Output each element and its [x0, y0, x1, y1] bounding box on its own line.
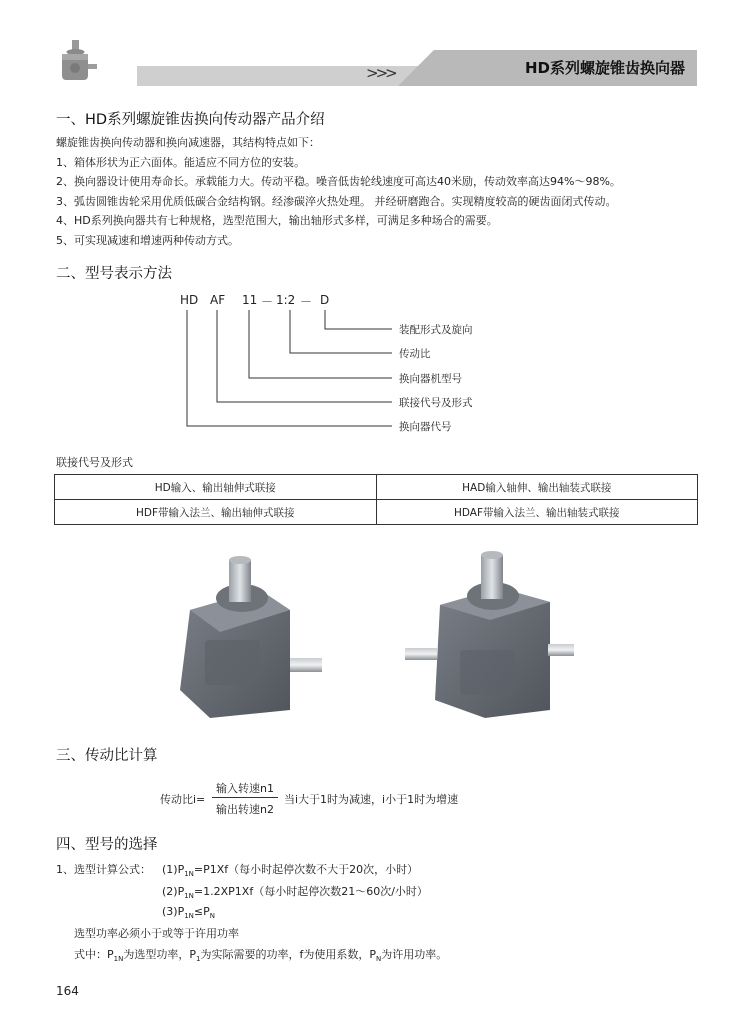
annotation-assembly: 装配形式及旋向	[399, 324, 473, 336]
header-arrows: >>>	[366, 64, 395, 82]
code-hd: HD	[180, 293, 199, 307]
selection-intro: 1、选型计算公式：	[56, 863, 151, 876]
model-code-leader-lines	[0, 0, 750, 440]
section4-title: 四、型号的选择	[56, 837, 158, 853]
fraction-bar	[212, 797, 278, 798]
ratio-label: 传动比i=	[160, 793, 206, 806]
code-ratio: 1:2	[276, 293, 296, 307]
symbol-legend: 式中：$P_{1N}$为选型功率，$P_1$为实际需要的功率，f为使用系数，$P_N$为许用功率。	[74, 948, 448, 964]
ratio-numerator: 输入转速n1	[216, 782, 274, 795]
code-model: 11	[242, 293, 258, 307]
table-cell: HDF带输入法兰、输出轴伸式联接	[55, 500, 377, 525]
formula-1: $(1)P_{1N}=P1Xf$（每小时起停次数不大于20次，小时）	[162, 863, 419, 879]
section1-title: 一、HD系列螺旋锥齿换向传动器产品介绍	[56, 112, 325, 128]
code-dash-2: －	[300, 295, 313, 309]
feature-line-2: 2、换向器设计使用寿命长。承载能力大。传动平稳。噪音低齿轮线速度可高达40米励，传动效率高达94%～98%。	[56, 175, 621, 188]
table-cell: HAD输入轴伸、输出轴装式联接	[376, 475, 698, 500]
intro-line: 螺旋锥齿换向传动器和换向减速器，其结构特点如下：	[56, 136, 320, 149]
connection-table-title: 联接代号及形式	[56, 456, 133, 469]
feature-line-3: 3、弧齿圆锥齿轮采用优质低碳合金结构钢。经渗碳淬火热处理。 并经研磨跑合。实现精度较高的硬齿面闭式传动。	[56, 194, 617, 208]
annotation-model: 换向器机型号	[399, 373, 462, 385]
feature-line-1: 1、箱体形状为正六面体。能适应不同方位的安装。	[56, 155, 305, 169]
table-cell: HD输入、输出轴伸式联接	[55, 475, 377, 500]
formula-3: $(3)P_{1N}\le P_N$	[162, 905, 216, 921]
annotation-ratio: 传动比	[399, 348, 431, 360]
annotation-code: 换向器代号	[399, 421, 452, 433]
selection-requirement: 选型功率必须小于或等于许用功率	[74, 927, 239, 940]
connection-table	[54, 474, 698, 525]
formula-2: $(2)P_{1N}=1.2XP1Xf$（每小时起停次数21～60次/小时）	[162, 885, 428, 901]
ratio-note: 当i大于1时为减速，i小于1时为增速	[284, 793, 459, 806]
gearbox-right-image	[405, 551, 574, 718]
annotation-connection: 联接代号及形式	[399, 397, 473, 409]
ratio-denominator: 输出转速n2	[216, 803, 274, 816]
page-header-title: HD系列螺旋锥齿换向器	[524, 59, 685, 77]
table-row	[55, 500, 698, 525]
table-row	[55, 475, 698, 500]
gearbox-left-image	[180, 556, 322, 718]
feature-line-4: 4、HD系列换向器共有七种规格，选型范围大，输出轴形式多样，可满足多种场合的需要。	[56, 214, 498, 227]
product-photo	[150, 540, 600, 730]
section3-title: 三、传动比计算	[56, 748, 158, 764]
code-af: AF	[210, 293, 226, 307]
feature-line-5: 5、可实现减速和增速两种传动方式。	[56, 233, 239, 247]
code-d: D	[320, 293, 330, 307]
page-number: 164	[56, 984, 79, 998]
section2-title: 二、型号表示方法	[56, 266, 172, 282]
code-dash-1: －	[261, 295, 274, 309]
table-cell: HDAF带输入法兰、输出轴装式联接	[376, 500, 698, 525]
